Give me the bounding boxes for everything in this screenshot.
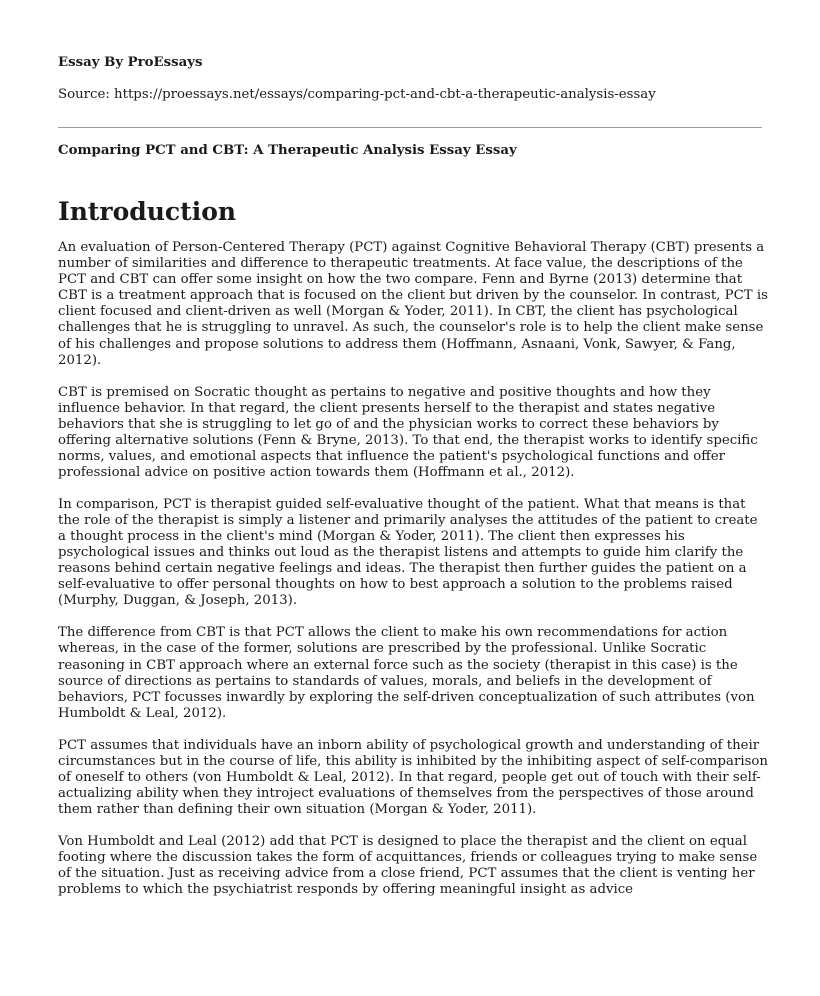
document-title: Comparing PCT and CBT: A Therapeutic Analysis Essay Essay	[58, 143, 517, 158]
paragraph: The difference from CBT is that PCT allows the client to make his own recommendations for action whereas, in the case of the former, solutions are prescribed by the professional. Unlike Socratic reasoning in CBT approach where an external force such as the society (therapist in this case) is the source of directions as pertains to standards of values, morals, and beliefs in the development of behaviors, PCT focusses inwardly by exploring the self-driven conceptualization of such attributes (von Humboldt & Leal, 2012).	[58, 625, 755, 721]
section-heading-introduction: Introduction	[58, 197, 237, 226]
paragraph: An evaluation of Person-Centered Therapy (PCT) against Cognitive Behavioral Therapy (CBT) presents a number of similarities and difference to therapeutic treatments. At face value, the descriptions of the PCT and CBT can offer some insight on how the two compare. Fenn and Byrne (2013) determine that CBT is a treatment approach that is focused on the client but driven by the counselor. In contrast, PCT is client focused and client-driven as well (Morgan & Yoder, 2011). In CBT, the client has psychological challenges that he is struggling to unravel. As such, the counselor's role is to help the client make sense of his challenges and propose solutions to address them (Hoffmann, Asnaani, Vonk, Sawyer, & Fang, 2012).	[58, 240, 768, 368]
paragraph: PCT assumes that individuals have an inborn ability of psychological growth and understanding of their circumstances but in the course of life, this ability is inhibited by the inhibiting aspect of self-comparison of oneself to others (von Humboldt & Leal, 2012). In that regard, people get out of touch with their self-actualizing ability when they introject evaluations of themselves from the perspectives of those around them rather than defining their own situation (Morgan & Yoder, 2011).	[58, 737, 768, 818]
paragraph: Von Humboldt and Leal (2012) add that PCT is designed to place the therapist and the client on equal footing where the discussion takes the form of acquittances, friends or colleagues trying to make sense of the situation. Just as receiving advice from a close friend, PCT assumes that the client is venting her problems to which the psychiatrist responds by offering meaningful insight as advice	[58, 833, 758, 898]
essay-body	[58, 240, 768, 914]
source-url: Source: https://proessays.net/essays/comparing-pct-and-cbt-a-therapeutic-analysis-essay	[58, 87, 656, 102]
essay-byline: Essay By ProEssays	[58, 55, 203, 70]
paragraph: CBT is premised on Socratic thought as pertains to negative and positive thoughts and how they influence behavior. In that regard, the client presents herself to the therapist and states negative behaviors that she is struggling to let go of and the physician works to correct these behaviors by offering alternative solutions (Fenn & Bryne, 2013). To that end, the therapist works to identify specific norms, values, and emotional aspects that influence the patient's psychological functions and offer professional advice on positive action towards them (Hoffmann et al., 2012).	[58, 384, 758, 481]
header-divider	[58, 127, 762, 128]
paragraph: In comparison, PCT is therapist guided self-evaluative thought of the patient. What that means is that the role of the therapist is simply a listener and primarily analyses the attitudes of the patient to create a thought process in the client's mind (Morgan & Yoder, 2011). The client then expresses his psychological issues and thinks out loud as the therapist listens and attempts to guide him clarify the reasons behind certain negative feelings and ideas. The therapist then further guides the patient on a self-evaluative to offer personal thoughts on how to best approach a solution to the problems raised (Murphy, Duggan, & Joseph, 2013).	[58, 496, 758, 609]
